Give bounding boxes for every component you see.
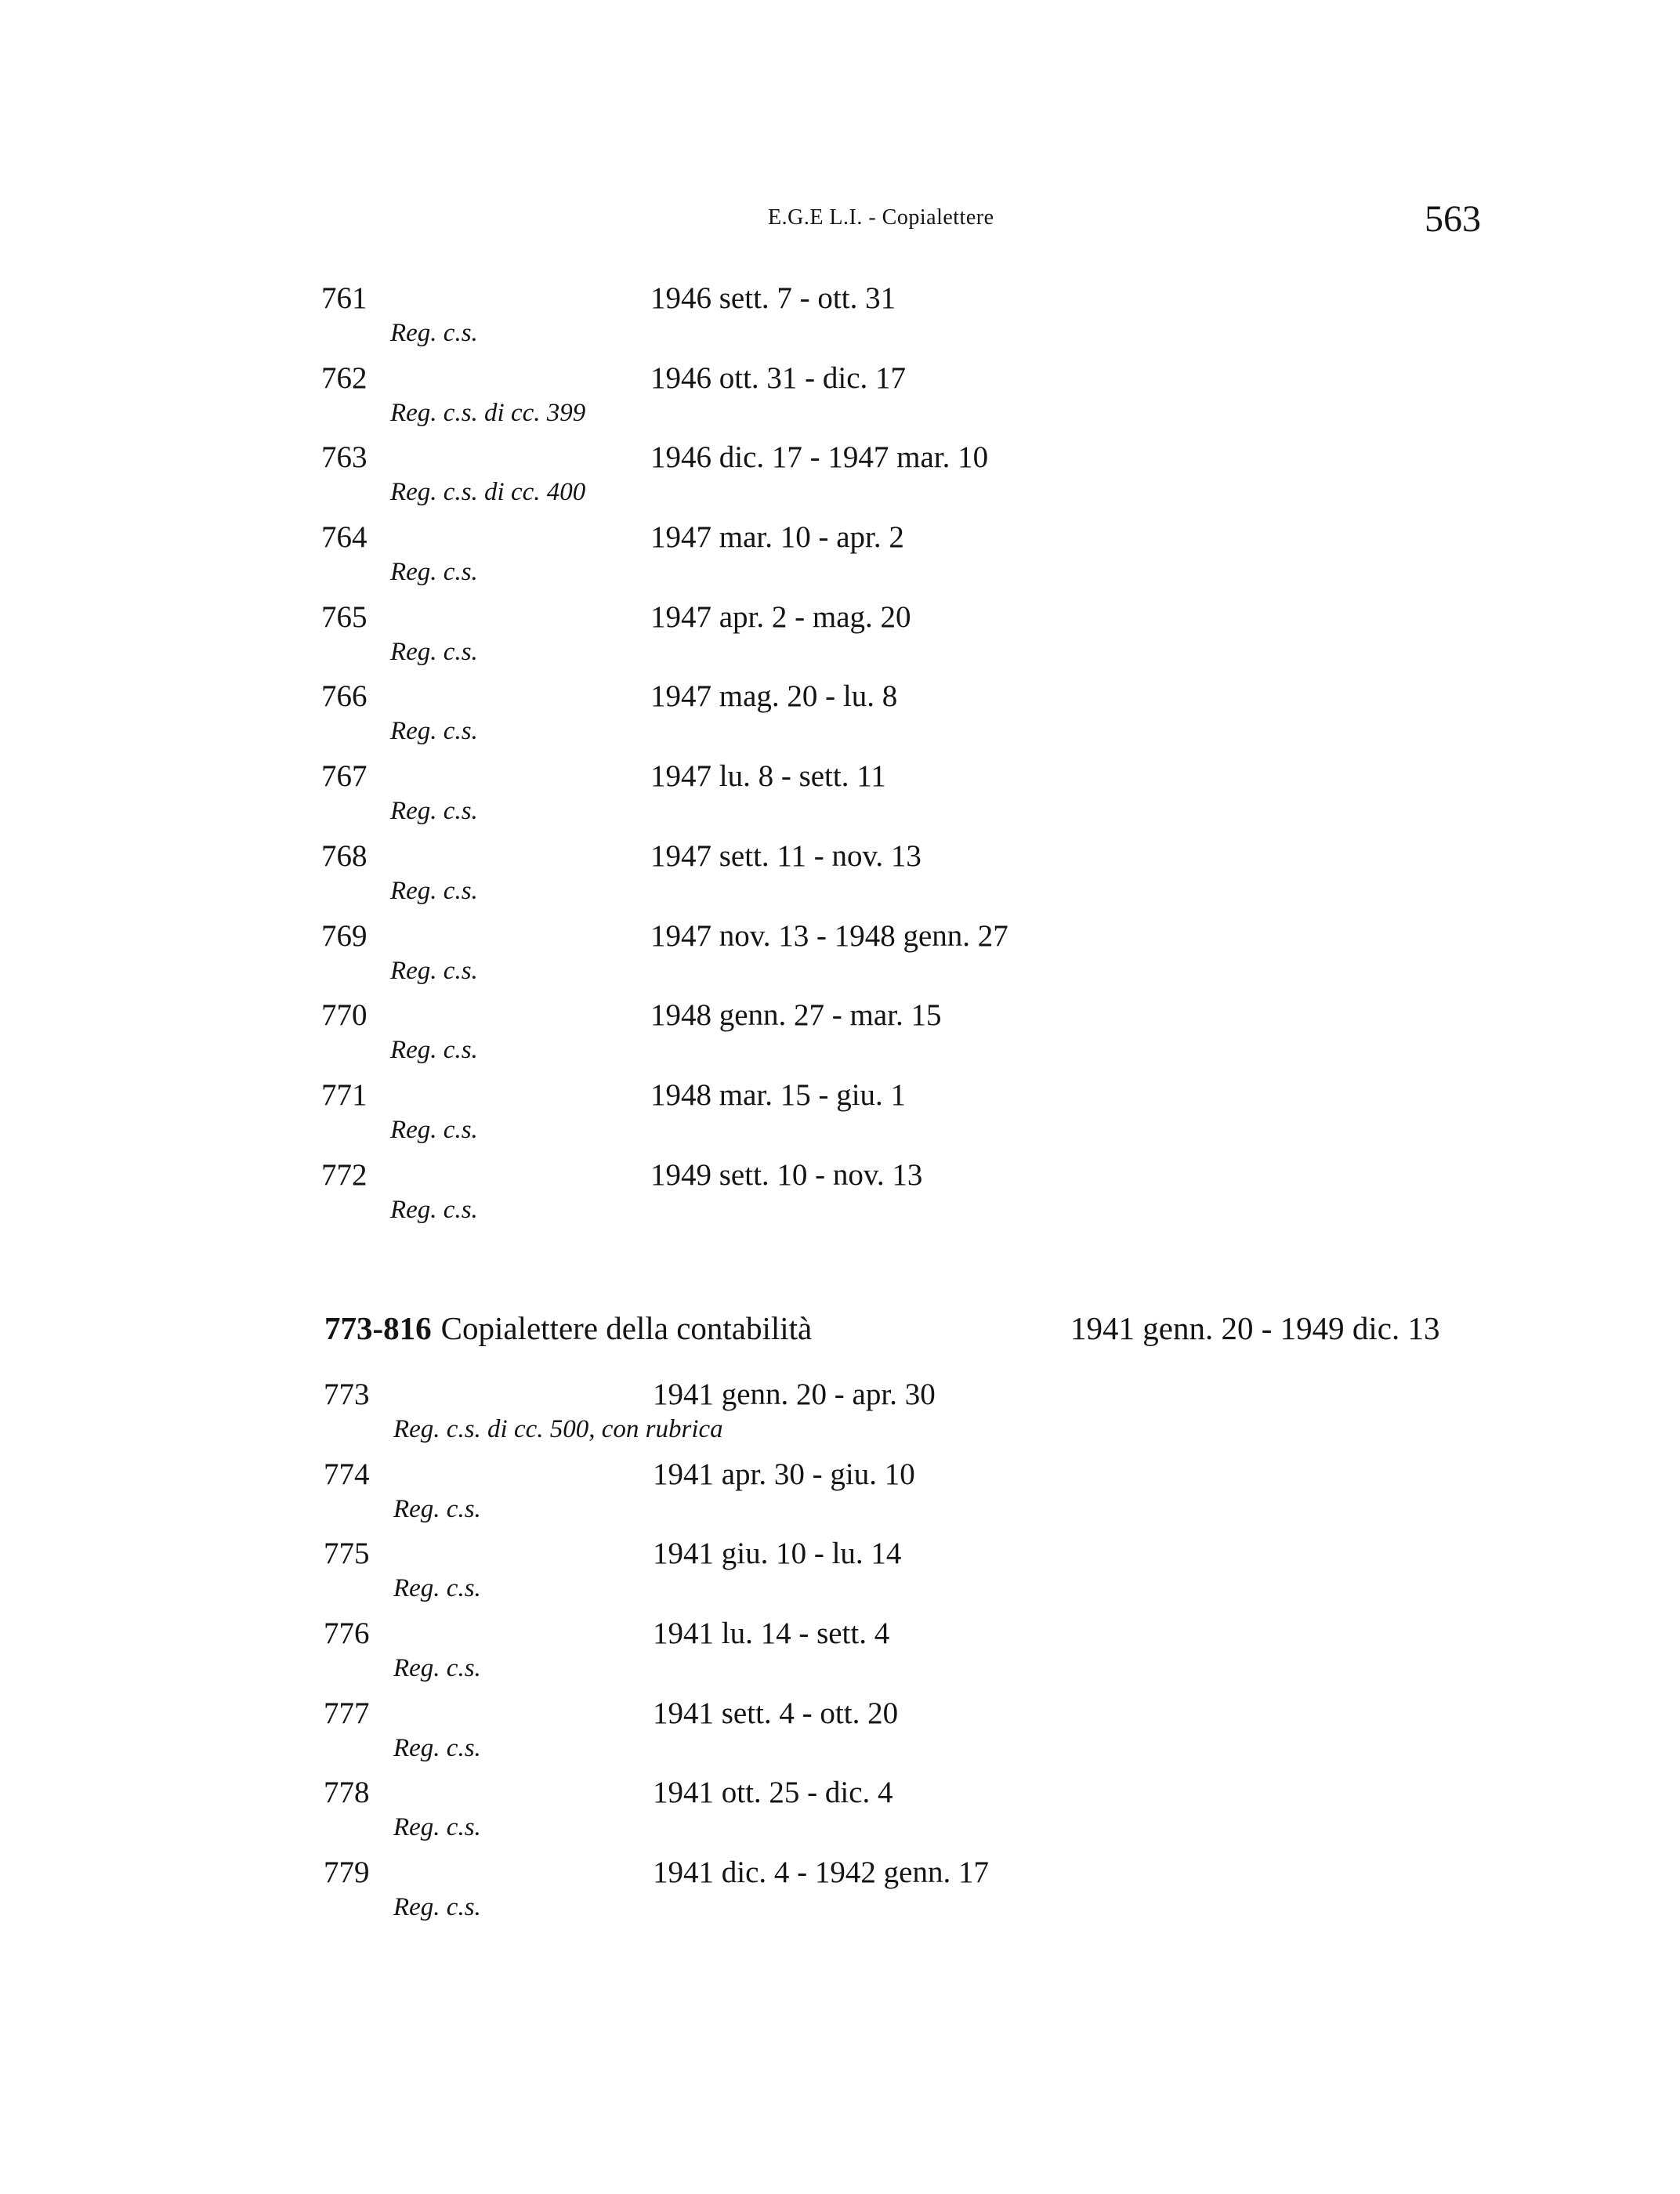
list-item: [0, 1775, 1680, 1855]
entry-date: 1947 mag. 20 - lu. 8: [650, 679, 898, 714]
entry-date: 1947 sett. 11 - nov. 13: [650, 838, 921, 873]
entry-description: Reg. c.s. di cc. 400: [390, 478, 586, 507]
entry-number: 772: [321, 1157, 368, 1192]
list-item: [0, 599, 1680, 679]
list-item: [0, 1855, 1680, 1935]
entry-date: 1947 mar. 10 - apr. 2: [650, 520, 904, 555]
entry-description: Reg. c.s.: [390, 1036, 478, 1065]
list-item: [0, 679, 1680, 758]
entry-number: 776: [324, 1617, 370, 1651]
list-item: [0, 997, 1680, 1077]
entry-description: Reg. c.s.: [393, 1813, 481, 1842]
entry-list-first: [0, 281, 1680, 1236]
entry-number: 769: [321, 918, 368, 953]
series-heading: [324, 1309, 812, 1348]
entry-date: 1941 apr. 30 - giu. 10: [653, 1457, 915, 1491]
entry-number: 767: [321, 759, 368, 794]
entry-number: 770: [321, 998, 368, 1033]
entry-number: 762: [321, 360, 368, 395]
entry-date: 1948 mar. 15 - giu. 1: [650, 1077, 907, 1112]
page-number: 563: [1425, 198, 1481, 240]
entry-number: 779: [324, 1855, 370, 1890]
entry-number: 775: [324, 1537, 370, 1571]
list-item: [0, 360, 1680, 440]
entry-description: Reg. c.s.: [390, 876, 478, 905]
entry-description: Reg. c.s.: [390, 637, 478, 666]
list-item: [0, 1536, 1680, 1616]
list-item: [0, 838, 1680, 918]
entry-description: Reg. c.s.: [390, 717, 478, 746]
entry-description: Reg. c.s. di cc. 399: [390, 398, 586, 427]
entry-number: 768: [321, 838, 368, 873]
entry-number: 766: [321, 679, 368, 714]
entry-description: Reg. c.s.: [390, 558, 478, 587]
entry-date: 1947 lu. 8 - sett. 11: [650, 759, 886, 794]
entry-description: Reg. c.s. di cc. 500, con rubrica: [393, 1415, 723, 1443]
entry-number: 764: [321, 520, 368, 555]
list-item: [0, 1077, 1680, 1157]
entry-date: 1949 sett. 10 - nov. 13: [650, 1157, 923, 1192]
entry-date: 1941 genn. 20 - apr. 30: [653, 1378, 936, 1411]
series-title: Copialettere della contabilità: [440, 1310, 813, 1346]
entry-date: 1946 sett. 7 - ott. 31: [650, 281, 896, 315]
entry-list-second: [0, 1377, 1680, 1935]
entry-number: 771: [321, 1077, 368, 1112]
entry-description: Reg. c.s.: [393, 1893, 481, 1922]
entry-date: 1941 ott. 25 - dic. 4: [653, 1776, 893, 1810]
entry-number: 777: [324, 1696, 370, 1730]
list-item: [0, 281, 1680, 360]
list-item: [0, 758, 1680, 838]
entry-number: 774: [324, 1457, 370, 1491]
entry-description: Reg. c.s.: [390, 956, 478, 985]
entry-description: Reg. c.s.: [393, 1574, 481, 1603]
series-dates: 1941 genn. 20 - 1949 dic. 13: [1070, 1310, 1440, 1346]
entry-date: 1948 genn. 27 - mar. 15: [650, 998, 942, 1033]
list-item: [0, 520, 1680, 599]
list-item: [0, 440, 1680, 520]
entry-date: 1941 sett. 4 - ott. 20: [653, 1696, 899, 1730]
entry-date: 1947 nov. 13 - 1948 genn. 27: [650, 918, 1008, 953]
entry-description: Reg. c.s.: [393, 1654, 481, 1683]
running-head: E.G.E L.I. - Copialettere: [768, 205, 994, 230]
list-item: [0, 1457, 1680, 1537]
series-range: 773-816: [324, 1310, 432, 1346]
entry-description: Reg. c.s.: [393, 1494, 481, 1523]
entry-date: 1941 giu. 10 - lu. 14: [653, 1537, 902, 1571]
entry-date: 1946 ott. 31 - dic. 17: [650, 360, 907, 395]
list-item: [0, 1157, 1680, 1237]
entry-number: 773: [324, 1378, 370, 1411]
list-item: [0, 1616, 1680, 1696]
list-item: [0, 1377, 1680, 1457]
entry-description: Reg. c.s.: [390, 319, 478, 347]
entry-description: Reg. c.s.: [393, 1733, 481, 1762]
entry-number: 765: [321, 599, 368, 634]
entry-date: 1941 dic. 4 - 1942 genn. 17: [653, 1855, 989, 1890]
entry-number: 778: [324, 1776, 370, 1810]
entry-number: 761: [321, 281, 368, 315]
entry-number: 763: [321, 440, 368, 475]
entry-description: Reg. c.s.: [390, 797, 478, 826]
list-item: [0, 918, 1680, 998]
entry-description: Reg. c.s.: [390, 1115, 478, 1144]
entry-description: Reg. c.s.: [390, 1195, 478, 1224]
entry-date: 1941 lu. 14 - sett. 4: [653, 1617, 890, 1651]
list-item: [0, 1696, 1680, 1776]
entry-date: 1947 apr. 2 - mag. 20: [650, 599, 911, 634]
entry-date: 1946 dic. 17 - 1947 mar. 10: [650, 440, 989, 475]
